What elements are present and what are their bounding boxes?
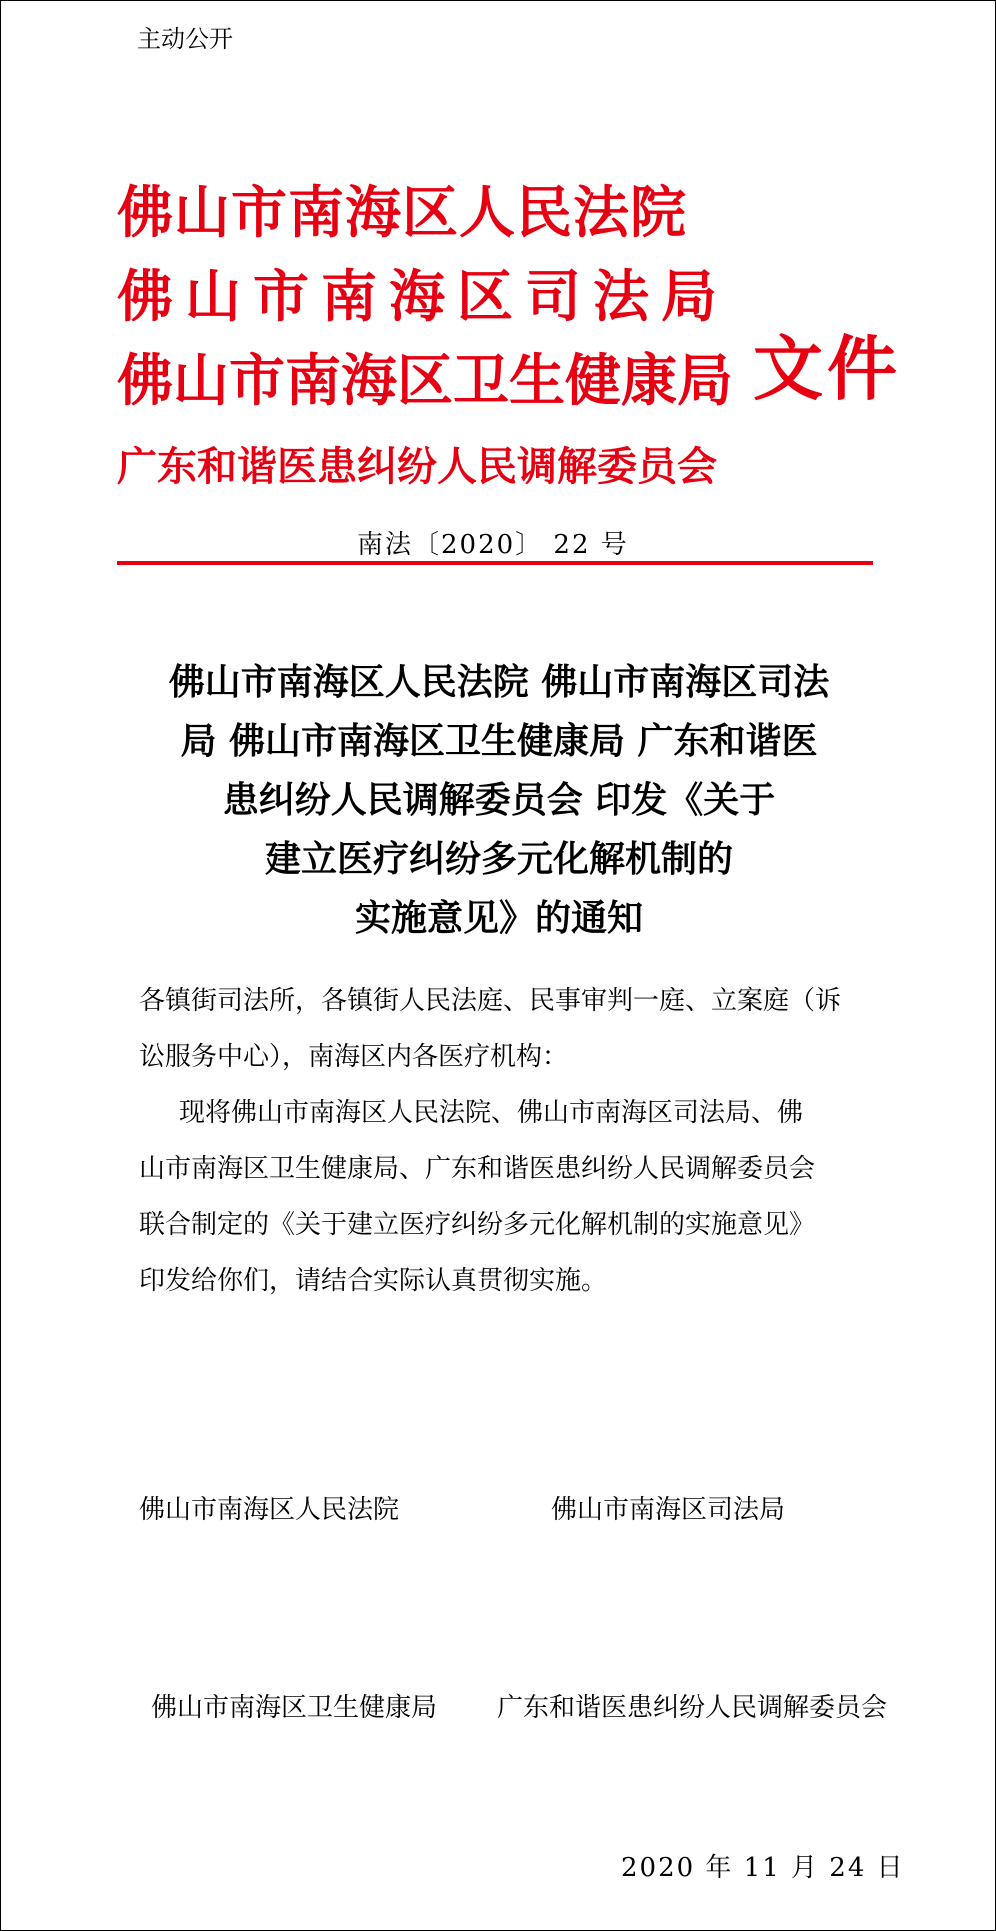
red-divider-line — [117, 561, 873, 565]
document-number: 南法〔2020〕 22 号 — [357, 530, 629, 560]
issuer-justice-bureau: 佛山市南海区司法局 — [117, 264, 729, 330]
document-title — [101, 653, 897, 948]
title-line: 建立医疗纠纷多元化解机制的 — [264, 838, 733, 880]
document-label-wenjian: 文件 — [753, 327, 901, 410]
issuer-mediation-committee: 广东和谐医患纠纷人民调解委员会 — [117, 443, 717, 490]
signature-justice-bureau: 佛山市南海区司法局 — [551, 1495, 786, 1525]
body-paragraph-line: 印发给你们，请结合实际认真贯彻实施。 — [139, 1266, 608, 1296]
signature-health-bureau: 佛山市南海区卫生健康局 — [151, 1693, 438, 1723]
title-line: 患纠纷人民调解委员会 印发《关于 — [222, 779, 776, 821]
document-body — [139, 973, 879, 1309]
issuer-court: 佛山市南海区人民法院 — [117, 180, 687, 246]
body-paragraph-line: 山市南海区卫生健康局、广东和谐医患纠纷人民调解委员会 — [139, 1154, 816, 1184]
disclosure-label: 主动公开 — [137, 26, 233, 53]
body-paragraph-line: 联合制定的《关于建立医疗纠纷多元化解机制的实施意见》 — [139, 1210, 816, 1240]
issuer-health-bureau: 佛山市南海区卫生健康局 — [117, 348, 733, 414]
title-line: 局 佛山市南海区卫生健康局 广东和谐医 — [180, 720, 818, 762]
issue-date: 2020 年 11 月 24 日 — [621, 1853, 905, 1883]
recipients-line: 各镇街司法所，各镇街人民法庭、民事审判一庭、立案庭（诉 — [139, 986, 842, 1016]
recipients-line: 讼服务中心），南海区内各医疗机构： — [139, 1042, 569, 1072]
body-paragraph-line: 现将佛山市南海区人民法院、佛山市南海区司法局、佛 — [179, 1098, 804, 1128]
signature-court: 佛山市南海区人民法院 — [139, 1495, 400, 1525]
title-line: 实施意见》的通知 — [354, 897, 643, 939]
title-line: 佛山市南海区人民法院 佛山市南海区司法 — [168, 661, 830, 703]
signature-mediation-committee: 广东和谐医患纠纷人民调解委员会 — [497, 1693, 888, 1723]
